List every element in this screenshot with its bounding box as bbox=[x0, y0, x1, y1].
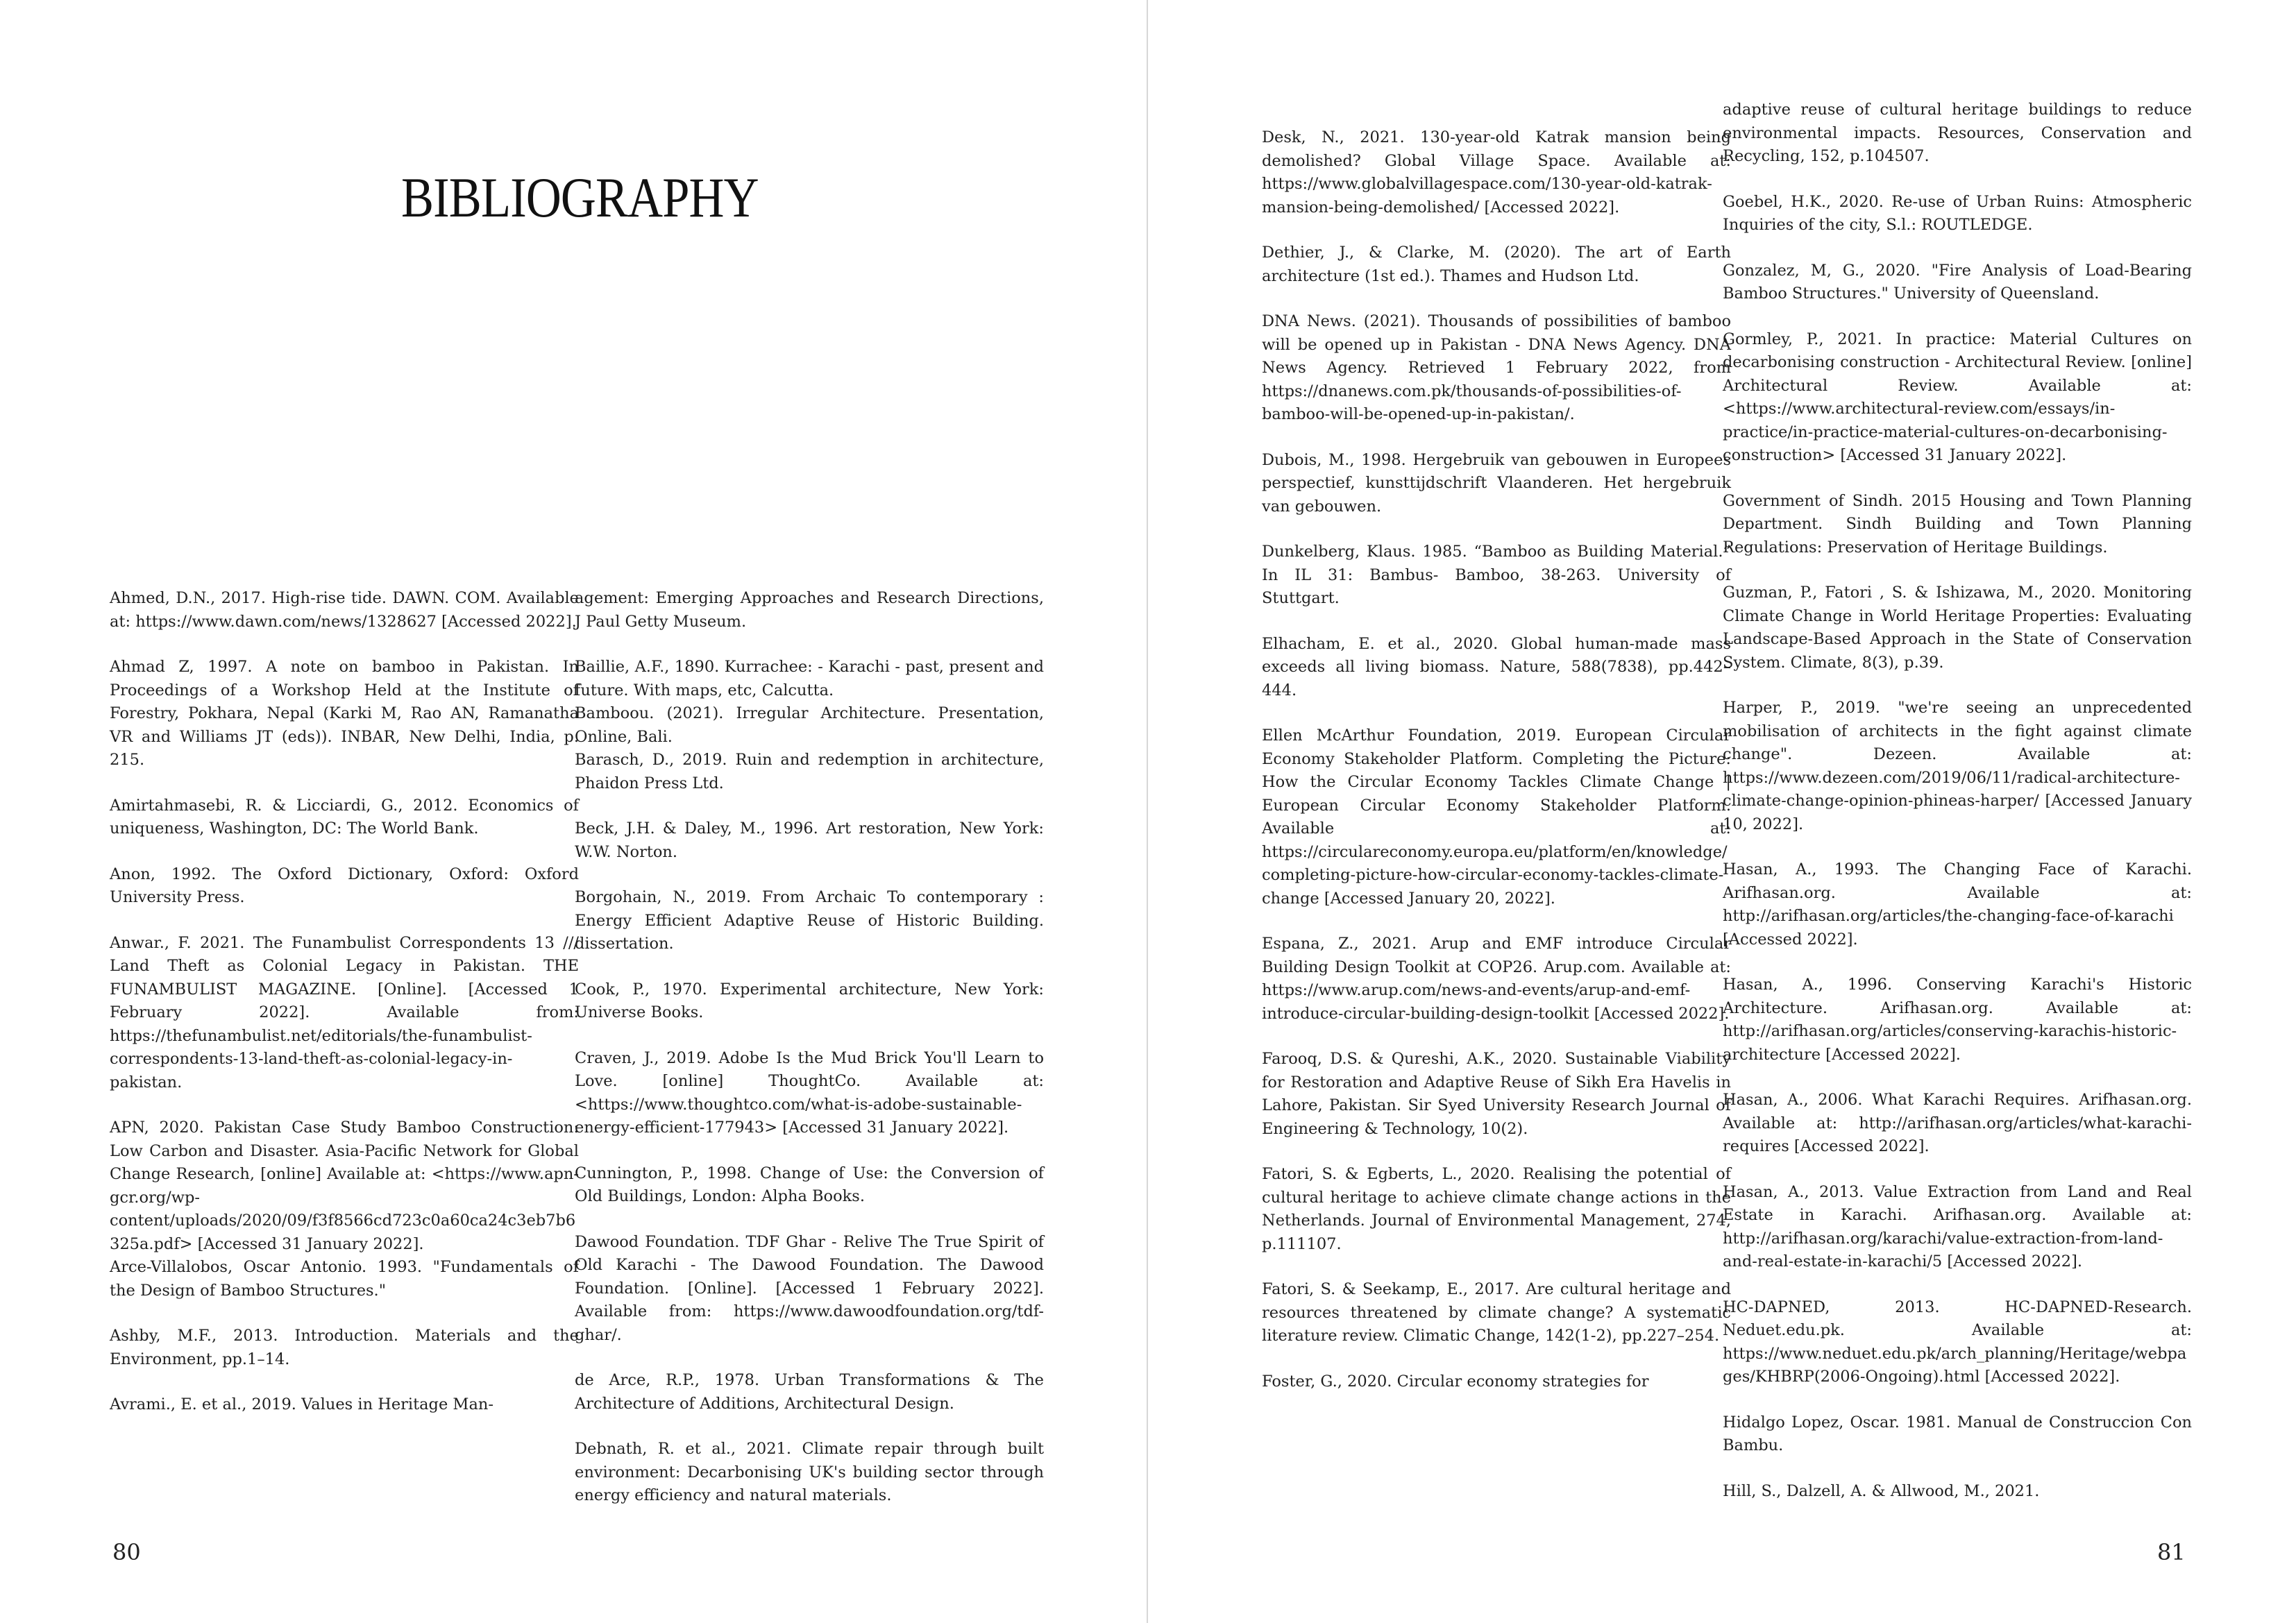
bibliography-column-4 bbox=[1723, 99, 2192, 1525]
page-number-right: 81 bbox=[2157, 1539, 2186, 1565]
bib-entry: Harper, P., 2019. "we're seeing an unprecedented mobilisation of architects in the fight against climate change". Dezeen. Available at: https://www.dezeen.com/2019/06/11/radical-architecture-climate-change-opinion-phineas-harper/ [Accessed January 10, 2022]. bbox=[1723, 699, 2192, 833]
left-page bbox=[0, 0, 1147, 1623]
bib-entry: DNA News. (2021). Thousands of possibilities of bamboo will be opened up in Pakistan - DNA News Agency. DNA News Agency. Retrieved 1 February 2022, from https://dnanews.com.pk/thousands-of-possibilities-of-bamboo-will-be-opened-up-in-pakistan/. bbox=[1262, 312, 1731, 423]
bib-entry: Farooq, D.S. & Qureshi, A.K., 2020. Sustainable Viability for Restoration and Adaptive Reuse of Sikh Era Havelis in Lahore, Pakistan. Sir Syed University Research Journal of Engineering & Technology, 10(2). bbox=[1262, 1050, 1731, 1138]
bib-entry: Ahmad Z, 1997. A note on bamboo in Pakistan. In Proceedings of a Workshop Held at the Institute of Forestry, Pokhara, Nepal (Karki M, Rao AN, Ramanatha VR and Williams JT (eds)). INBAR, New Delhi, India, p. 215. bbox=[110, 658, 579, 769]
bib-entry: Desk, N., 2021. 130-year-old Katrak mansion being demolished? Global Village Space. Available at: https://www.globalvillagespace.com/130-year-old-katrak-mansion-being-demolished/ [Accessed 2022]. bbox=[1262, 128, 1731, 216]
bib-entry: Borgohain, N., 2019. From Archaic To contemporary : Energy Efficient Adaptive Reuse of Historic Building. dissertation. bbox=[575, 888, 1044, 953]
bib-entry: Hasan, A., 1996. Conserving Karachi's Historic Architecture. Arifhasan.org. Available at: http://arifhasan.org/articles/conserving-karachis-historic-architecture [Accessed 2022]. bbox=[1723, 976, 2192, 1064]
bib-entry: Dethier, J., & Clarke, M. (2020). The art of Earth architecture (1st ed.). Thames and Hudson Ltd. bbox=[1262, 244, 1731, 285]
bib-entry: Arce-Villalobos, Oscar Antonio. 1993. "Fundamentals of the Design of Bamboo Structures." bbox=[110, 1258, 579, 1300]
page-number-left: 80 bbox=[112, 1539, 141, 1565]
bib-entry: HC-DAPNED, 2013. HC-DAPNED-Research. Neduet.edu.pk. Available at: https://www.neduet.edu.pk/arch_planning/Heritage/webpages/KHBRP(2006-Ongoing).html [Accessed 2022]. bbox=[1723, 1298, 2192, 1386]
bib-entry: Beck, J.H. & Daley, M., 1996. Art restoration, New York: W.W. Norton. bbox=[575, 819, 1044, 861]
bib-entry: Avrami., E. et al., 2019. Values in Heritage Man- bbox=[110, 1395, 493, 1413]
bib-entry: Hill, S., Dalzell, A. & Allwood, M., 2021. bbox=[1723, 1481, 2040, 1500]
bib-entry: Foster, G., 2020. Circular economy strategies for bbox=[1262, 1372, 1649, 1391]
bib-entry: Anwar., F. 2021. The Funambulist Correspondents 13 /// Land Theft as Colonial Legacy in Pakistan. THE FUNAMBULIST MAGAZINE. [Online]. [Accessed 1 February 2022]. Available from: https://thefunambulist.net/editorials/the-funambulist-correspondents-13-land-theft-as-colonial-legacy-in-pakistan. bbox=[110, 933, 579, 1091]
bib-entry: APN, 2020. Pakistan Case Study Bamboo Construction: Low Carbon and Disaster. Asia-Pacific Network for Global Change Research, [online] Available at: <https://www.apn-gcr.org/wp-content/uploads/2020/09/f3f8566cd723c0a60ca24c3eb7b6325a.pdf> [Accessed 31 January 2022]. bbox=[110, 1119, 579, 1253]
bib-entry: Fatori, S. & Egberts, L., 2020. Realising the potential of cultural heritage to achieve climate change actions in the Netherlands. Journal of Environmental Management, 274, p.111107. bbox=[1262, 1165, 1731, 1253]
bibliography-column-2 bbox=[575, 587, 1044, 1530]
bib-entry: Craven, J., 2019. Adobe Is the Mud Brick You'll Learn to Love. [online] ThoughtCo. Available at: <https://www.thoughtco.com/what-is-adobe-sustainable-energy-efficient-177943> [Accessed 31 January 2022]. bbox=[575, 1048, 1044, 1137]
bib-entry: Baillie, A.F., 1890. Kurrachee: - Karachi - past, present and future. With maps, etc, Calcutta. bbox=[575, 658, 1044, 699]
bibliography-column-3 bbox=[1262, 126, 1731, 1416]
bib-entry: Cook, P., 1970. Experimental architecture, New York: Universe Books. bbox=[575, 980, 1044, 1021]
bib-entry: Government of Sindh. 2015 Housing and Town Planning Department. Sindh Building and Town Planning Regulations: Preservation of Heritage Buildings. bbox=[1723, 491, 2192, 556]
bib-entry: Hasan, A., 2006. What Karachi Requires. Arifhasan.org. Available at: http://arifhasan.org/articles/what-karachi-requires [Accessed 2022]. bbox=[1723, 1091, 2192, 1155]
bib-entry: Debnath, R. et al., 2021. Climate repair through built environment: Decarbonising UK's building sector through energy efficiency and natural materials. bbox=[575, 1440, 1044, 1504]
bib-entry: Barasch, D., 2019. Ruin and redemption in architecture, Phaidon Press Ltd. bbox=[575, 751, 1044, 792]
bib-entry: Elhacham, E. et al., 2020. Global human-made mass exceeds all living biomass. Nature, 588(7838), pp.442–444. bbox=[1262, 634, 1731, 699]
bib-entry: Anon, 1992. The Oxford Dictionary, Oxford: Oxford University Press. bbox=[110, 865, 579, 906]
page-title: BIBLIOGRAPHY bbox=[401, 166, 759, 229]
bib-entry: Bamboou. (2021). Irregular Architecture. Presentation, Online, Bali. bbox=[575, 704, 1044, 746]
bib-entry: Guzman, P., Fatori , S. & Ishizawa, M., 2020. Monitoring Climate Change in World Heritage Properties: Evaluating Landscape-Based Approach in the State of Conservation System. Climate, 8(3), p.39. bbox=[1723, 584, 2192, 672]
bib-entry: de Arce, R.P., 1978. Urban Transformations & The Architecture of Additions, Architectural Design. bbox=[575, 1371, 1044, 1413]
bib-entry: Fatori, S. & Seekamp, E., 2017. Are cultural heritage and resources threatened by climate change? A systematic literature review. Climatic Change, 142(1-2), pp.227–254. bbox=[1262, 1280, 1731, 1345]
bibliography-column-1 bbox=[110, 587, 579, 1439]
bib-entry: adaptive reuse of cultural heritage buildings to reduce environmental impacts. Resources, Conservation and Recycling, 152, p.104507. bbox=[1723, 101, 2192, 165]
bib-entry: Espana, Z., 2021. Arup and EMF introduce Circular Building Design Toolkit at COP26. Arup.com. Available at: https://www.arup.com/news-and-events/arup-and-emf-introduce-circular-building-design-toolkit [Accessed 2022]. bbox=[1262, 935, 1731, 1023]
bib-entry: Cunnington, P., 1998. Change of Use: the Conversion of Old Buildings, London: Alpha Books. bbox=[575, 1164, 1044, 1205]
bib-entry: Hasan, A., 2013. Value Extraction from Land and Real Estate in Karachi. Arifhasan.org. Available at: http://arifhasan.org/karachi/value-extraction-from-land-and-real-estate-in-karachi/5 [Accessed 2022]. bbox=[1723, 1182, 2192, 1271]
bib-entry: Hasan, A., 1993. The Changing Face of Karachi. Arifhasan.org. Available at: http://arifhasan.org/articles/the-changing-face-of-karachi [Accessed 2022]. bbox=[1723, 860, 2192, 949]
bib-entry: Amirtahmasebi, R. & Licciardi, G., 2012. Economics of uniqueness, Washington, DC: The World Bank. bbox=[110, 796, 579, 838]
bib-entry: Hidalgo Lopez, Oscar. 1981. Manual de Construccion Con Bambu. bbox=[1723, 1413, 2192, 1454]
bib-entry: Ellen McArthur Foundation, 2019. European Circular Economy Stakeholder Platform. Completing the Picture: How the Circular Economy Tackles Climate Change | European Circular Economy Stakeholder Platform. Available at: https://circulareconomy.europa.eu/platform/en/knowledge/completing-picture-how-circular-economy-tackles-climate-change [Accessed January 20, 2022]. bbox=[1262, 726, 1731, 908]
bib-entry: Gormley, P., 2021. In practice: Material Cultures on decarbonising construction - Architectural Review. [online] Architectural Review. Available at: <https://www.architectural-review.com/essays/in-practice/in-practice-material-cultures-on-decarbonising-construction> [Accessed 31 January 2022]. bbox=[1723, 330, 2192, 464]
bib-entry: Ashby, M.F., 2013. Introduction. Materials and the Environment, pp.1–14. bbox=[110, 1327, 579, 1368]
bib-entry: Dubois, M., 1998. Hergebruik van gebouwen in Europees perspectief, kunsttijdschrift Vlaanderen. Het hergebruik van gebouwen. bbox=[1262, 450, 1731, 516]
right-page bbox=[1149, 0, 2296, 1623]
bib-entry: Gonzalez, M, G., 2020. "Fire Analysis of Load-Bearing Bamboo Structures." University of Queensland. bbox=[1723, 261, 2192, 303]
book-gutter bbox=[1147, 0, 1148, 1623]
bib-entry: Dunkelberg, Klaus. 1985. “Bamboo as Building Material.” In IL 31: Bambus- Bamboo, 38-263. University of Stuttgart. bbox=[1262, 543, 1731, 607]
bib-entry: agement: Emerging Approaches and Research Directions, J Paul Getty Museum. bbox=[575, 589, 1044, 631]
bib-entry: Ahmed, D.N., 2017. High-rise tide. DAWN. COM. Available at: https://www.dawn.com/news/1328627 [Accessed 2022]. bbox=[110, 589, 579, 631]
bib-entry: Dawood Foundation. TDF Ghar - Relive The True Spirit of Old Karachi - The Dawood Foundation. The Dawood Foundation. [Online]. [Accessed 1 February 2022]. Available from: https://www.dawoodfoundation.org/tdf-ghar/. bbox=[575, 1232, 1044, 1344]
bib-entry: Goebel, H.K., 2020. Re-use of Urban Ruins: Atmospheric Inquiries of the city, S.l.: ROUTLEDGE. bbox=[1723, 192, 2192, 234]
